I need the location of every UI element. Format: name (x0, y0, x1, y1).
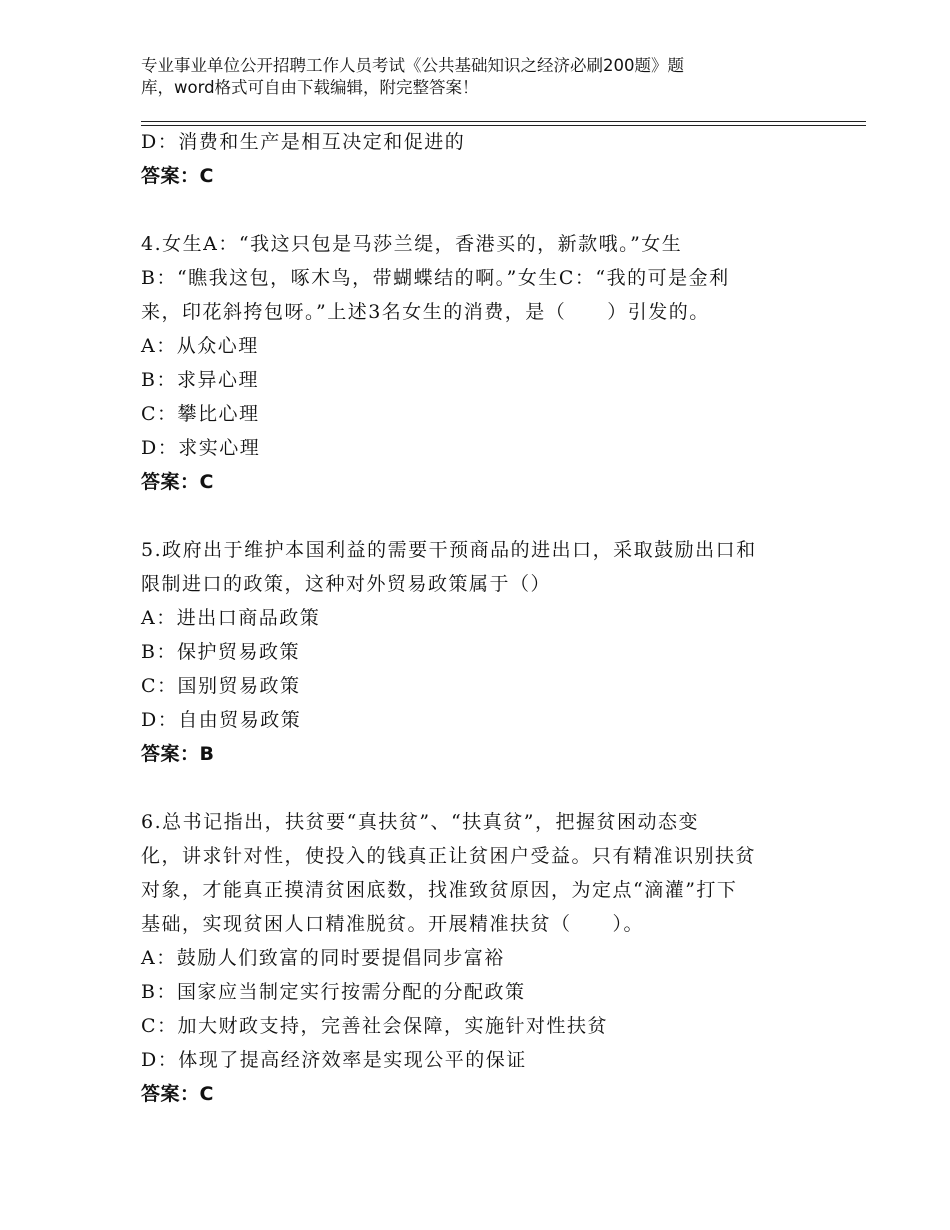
document-body (141, 125, 801, 1111)
option-c: C：加大财政支持，完善社会保障，实施针对性扶贫 (141, 1015, 609, 1037)
answer: 答案：C (141, 471, 214, 493)
answer: 答案：C (141, 1083, 214, 1105)
question-5 (141, 533, 801, 771)
question-text-line: B：“瞧我这包，啄木鸟，带蝴蝶结的啊。”女生C：“我的可是金利 (141, 267, 730, 289)
question-text-line: 来，印花斜挎包呀。”上述3名女生的消费，是（ ）引发的。 (141, 301, 710, 323)
option-a: A：鼓励人们致富的同时要提倡同步富裕 (141, 947, 505, 969)
question-text-line: 化，讲求针对性，使投入的钱真正让贫困户受益。只有精准识别扶贫 (141, 845, 757, 867)
spacer (141, 193, 801, 227)
option-d: D：自由贸易政策 (141, 709, 302, 731)
question-text-line: 对象，才能真正摸清贫困底数，找准致贫原因，为定点“滴灌”打下 (141, 879, 738, 901)
header-rule-top (141, 121, 866, 122)
option-c: C：攀比心理 (141, 403, 260, 425)
question-text-line: 5.政府出于维护本国利益的需要干预商品的进出口，采取鼓励出口和 (141, 539, 757, 561)
option-b: B：保护贸易政策 (141, 641, 300, 663)
option-d: D：消费和生产是相互决定和促进的 (141, 131, 466, 153)
spacer (141, 771, 801, 805)
question-6 (141, 805, 801, 1111)
option-a: A：进出口商品政策 (141, 607, 321, 629)
document-header (141, 55, 781, 99)
answer: 答案：C (141, 165, 214, 187)
answer: 答案：B (141, 743, 215, 765)
option-d: D：求实心理 (141, 437, 261, 459)
header-line-2: 库，word格式可自由下载编辑，附完整答案！ (141, 78, 479, 97)
question-text-line: 基础，实现贫困人口精准脱贫。开展精准扶贫（ ）。 (141, 913, 645, 935)
option-c: C：国别贸易政策 (141, 675, 301, 697)
option-b: B：求异心理 (141, 369, 259, 391)
question-text-line: 限制进口的政策，这种对外贸易政策属于（） (141, 573, 552, 595)
spacer (141, 499, 801, 533)
header-line-1: 专业事业单位公开招聘工作人员考试《公共基础知识之经济必刷200题》题 (141, 56, 684, 75)
option-b: B：国家应当制定实行按需分配的分配政策 (141, 981, 526, 1003)
previous-question-tail (141, 125, 801, 193)
option-a: A：从众心理 (141, 335, 259, 357)
question-text-line: 4.女生A：“我这只包是马莎兰缇，香港买的，新款哦。”女生 (141, 233, 683, 255)
question-text-line: 6.总书记指出，扶贫要“真扶贫”、“扶真贫”，把握贫困动态变 (141, 811, 699, 833)
option-d: D：体现了提高经济效率是实现公平的保证 (141, 1049, 527, 1071)
question-4 (141, 227, 801, 499)
